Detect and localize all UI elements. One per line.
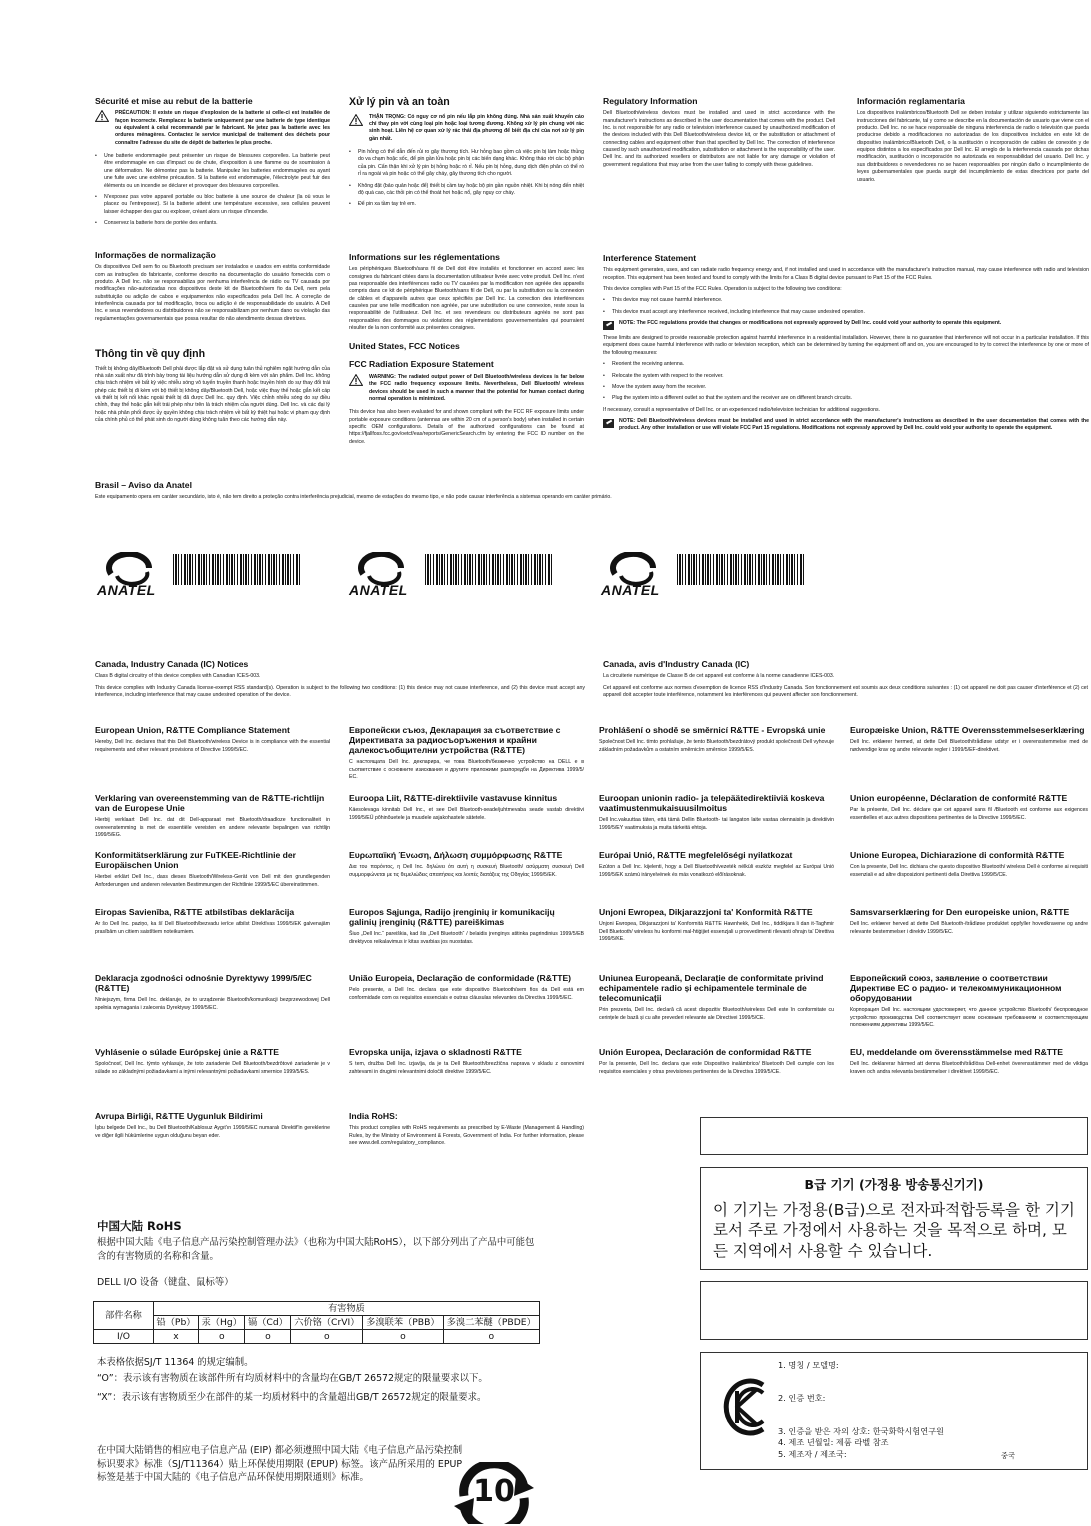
list-item: • Plug the system into a different outlet so that the system and the receiver are on different branch circuits. <box>603 395 1089 402</box>
note-icon <box>603 321 614 330</box>
rtte-title: Verklaring van overeenstemming van de R&TTE-richtlijn van de Europese Unie <box>95 793 325 814</box>
rtte-ru <box>850 973 1088 1030</box>
interference-measures <box>603 361 1089 403</box>
vi-regulatory-body: Thiết bị không dây/Bluetooth Dell phải được lắp đặt và sử dụng tuân thủ nghiêm ngặt hướng dẫn của nhà sản xuất như đã trình bày trong tài liệu hướng dẫn sử dụng đi kèm với sản phẩm. Dell Inc. không chịu trách nhiệm về bất kỳ việc nhiễu sóng vô tuyến truyền thanh hoặc truyền hình do sự thay đổi trái phép các thiết bị đi kèm với bộ thiết bị không dây/Bluetooth Dell, hoặc việc thay thế hoặc gắn kết cáp và thiết bị kết nối khác ngoài thiết bị đã được Dell Inc. quy định. Việc chỉnh nhiễu sóng do sự điều chỉnh, thay thế hoặc gắn kết trái phép như trên là trách nhiệm của người dùng. Dell Inc. và các đại lý hoặc nhà phân phối được ủy quyền không chịu trách nhiệm về bất kỳ thiệt hại hoặc vi phạm quy định của chính phủ có thể phát sinh do người dùng không tuân theo các hướng dẫn này. <box>95 365 330 424</box>
rtte-tr <box>95 1111 330 1140</box>
rtte-title: Европейский союз, заявление о соответствии Директиве ЕС о радио- и телекоммуникационном оборудовании <box>850 973 1062 1004</box>
rtte-body: С настоящата Dell Inc. декларира, че това Bluetooth/безжично устройство на DELL е в съответствие с основните изисквания и другите приложими разпоредби на Директива 1999/5/ЕС. <box>349 759 584 781</box>
rtte-title: Европейски съюз, Декларация за съответствие с Директивата за радиосъоръжения и крайни далекосъобщителни устройства (R&TTE) <box>349 725 561 756</box>
rtte-body: Dell Inc.vakuuttaa täten, että tämä Dellin Bluetooth- tai langaton laite vastaa olennaisiin ja direktiivin 1999/5/EY vaatimuksia ja muita tärkeitä ehtoja. <box>599 817 834 831</box>
rtte-es <box>599 1047 834 1076</box>
rtte-si <box>349 1047 584 1076</box>
es-regulatory-title: Información reglamentaria <box>857 96 965 106</box>
rtte-body: Šiuo „Dell Inc.“ pareiškia, kad šis „Dell Bluetooth“ / belaidis įrenginys atitinka pagrindinius 1999/5/EB direktyvos reikalavimus ir kitas svarbias jos nuostatas. <box>349 931 584 945</box>
rtte-title: Evropska unija, izjava o skladnosti R&TTE <box>349 1047 522 1057</box>
barcode <box>677 554 805 585</box>
rtte-body: Par la présente, Dell Inc. déclare que cet appareil sans fil /Bluetooth est conforme aux exigences essentielles et aux autres dispositions pertinentes de la Directive 1999/5/EC. <box>850 807 1088 821</box>
rtte-dk <box>850 725 1088 754</box>
rtte-fr <box>850 793 1088 822</box>
rtte-pl <box>95 973 330 1012</box>
table-cell: o <box>245 1330 291 1344</box>
blank-box <box>700 1117 1088 1155</box>
rtte-body: Prin prezenta, Dell Inc. declară că acest dispozitiv Bluetooth/wireless Dell este în conformitate cu cerințele de bază și cu alte prevederi relevante ale Directivei 1999/5/CE. <box>599 1007 834 1021</box>
fr-regulatory-body: Les périphériques Bluetooth/sans fil de Dell doit être installés et fonctionner en accord avec les consignes du fabricant citées dans la documentation utilisateur livrée avec votre produit. Dell Inc. n'est pas responsable des interférences radio ou TV causées par la modification non agréée des appareils compris dans ce kit de périphérique Bluetooth/sans fil de Dell, ou par la substitution ou la connexion de câbles et d'appareils autres que ceux spécifiés par Dell Inc. La correction des interférences causées par une telle modification non agréée, par une substitution ou une connexion, reste sous la responsabilité de l'utilisateur. Dell Inc. et ses revendeurs ou distributeurs agréés ne sont pas responsables des dommages ou violations des réglementations gouvernementales qui pourraient résulter de la non conformité aux présentes consignes. <box>349 266 584 332</box>
blank-box <box>700 1281 1088 1340</box>
rtte-body: Ar šo Dell Inc. paziņo, ka šī Dell Bluetooth/bezvadu ierīce atbilst Direktīvas 1999/5/EK galvenajām prasībām un citiem saistītiem noteikumiem. <box>95 921 330 935</box>
fcc-rf-title: FCC Radiation Exposure Statement <box>349 358 494 369</box>
pt-regulatory-body: Os dispositivos Dell sem fio ou Bluetooth precisam ser instalados e usados em estrita conformidade com as instruções do fabricante, conforme descrito na documentação do usuário fornecida com o produto. A Dell Inc. não se responsabiliza por nenhuma interferência de rádio ou TV causada por modificações não-autorizadas nos dispositivos deste kit de Bluetooth/sem fio da Dell, nem pela substituição ou adição de cabos e equipamentos não especificados pela Dell Inc. A correção de interferência causada por tal modificação, troca ou adição é de responsabilidade do usuário. A Dell Inc. e seus revendedores ou distribuidores não se responsabilizam por nenhum dano ou violação das regulamentações governamentais que possa resultar do não atendimento dessas diretrizes. <box>95 264 330 322</box>
rtte-cz <box>599 725 834 754</box>
list-item: • Relocate the system with respect to the receiver. <box>603 373 1089 380</box>
canada-fr-section <box>603 659 1088 699</box>
barcode <box>173 554 301 585</box>
brasil-section <box>95 480 1085 502</box>
rtte-title: Europæiske Union, R&TTE Overensstemmelseserklæring <box>850 725 1085 735</box>
table-cell: o <box>363 1330 443 1344</box>
vi-regulatory-section <box>95 348 330 425</box>
table-header: 多溴二苯醚（PBDE） <box>443 1316 539 1330</box>
rtte-body: Корпорация Dell Inc. настоящим удостоверяет, что данное устройство Bluetooth/ беспроводное устройство производства Dell соответствует всем основным требованиям и соответствующим положениям директивы 1999/5/EC. <box>850 1007 1088 1029</box>
table-header: 部件名称 <box>94 1302 154 1330</box>
rtte-body: Spoločnosť, Dell Inc. týmto vyhlasuje, že toto zariadenie Dell Bluetooth/bezdrôtové zariadenie je v súlade so základnými požiadavkami a inými relevantnými požiadavkami smernice 1999/5/ES. <box>95 1061 330 1075</box>
canada-en-p1: Class B digital circuitry of this device complies with Canadian ICES-003. <box>95 673 261 680</box>
rtte-eu <box>95 725 330 754</box>
anatel-mark <box>601 552 831 604</box>
rtte-lt <box>349 907 584 946</box>
rtte-nl <box>95 793 330 839</box>
china-rohs-title: 中国大陆 RoHS <box>97 1219 182 1233</box>
pt-regulatory-title: Informações de normalização <box>95 250 216 260</box>
kc-line: 5. 제조자 / 제조국: <box>778 1448 847 1459</box>
rtte-de <box>95 850 330 889</box>
brasil-body: Este equipamento opera em caráter secundário, isto é, não tem direito a proteção contra interferência prejudicial, mesmo de estações do mesmo tipo, e não pode causar interferência a sistemas operando em caráter primário. <box>95 494 612 501</box>
es-regulatory-body: Los dispositivos inalámbricos/Bluetooth Dell se deben instalar y utilizar siguiendo estrictamente las instrucciones del fabricante, tal y como se describe en la documentación de usuario que viene con el producto. Dell Inc. no se hace responsable de ninguna interferencia de radio o televisión que pueda producirse debido a modificaciones no autorizadas de los dispositivos incluidos en este kit de dispositivo inalámbrico/Bluetooth Dell, o la sustitución o incorporación de cables de conexión y de equipos distintos a los especificados por Dell Inc. El arreglo de la interferencia causada por dichas modificación, sustitución o incorporación no autorizada es responsabilidad del usuario. Dell Inc. y sus distribuidores o revendedores no se hacen responsables por ningún daño o incumplimiento de leyes gubernamentales que pueda surgir del incumplimiento de estas directrices por parte del usuario. <box>857 110 1089 183</box>
kc-cert-lines <box>778 1360 944 1460</box>
rtte-body: Pelo presente, a Dell Inc. declara que este dispositivo Bluetooth/sem fios da Dell está em conformidade com os requisitos essenciais e outras cláusulas relevantes da Directiva 1999/5/EC. <box>349 987 584 1001</box>
rtte-gr <box>349 850 584 879</box>
epup-number: 10 <box>473 1474 515 1509</box>
rtte-mt <box>599 907 834 943</box>
rtte-title: Unión Europea, Declaración de conformidad R&TTE <box>599 1047 812 1057</box>
note-icon <box>603 419 614 428</box>
rtte-body: S tem, družba Dell Inc. izjavlja, da je ta Dell Bluetooth/brezžična naprava v skladu z osnovnimi zahtevami in drugimi relevantnimi določili direktive 1999/5/EC. <box>349 1061 584 1075</box>
rtte-body: Dell Inc. erklærer hermed, at dette Dell Bluetooth/trådløse udstyr er i overensstemmelse med de nødvendige krav og andre relevante regler i 1999/5/EF-direktivet. <box>850 739 1088 753</box>
warning-icon <box>95 110 109 122</box>
canada-en-p2: This device complies with Industry Canada license-exempt RSS standard(s). Operation is subject to the following two conditions: (1) this device may not cause interference, and (2) this device must accept any interference, including interference that may cause undesired operation of the device. <box>95 684 585 698</box>
table-header: 多溴联苯（PBB） <box>363 1316 443 1330</box>
rtte-title: India RoHS: <box>349 1111 398 1121</box>
vi-battery-warning: THẬN TRỌNG: Có nguy cơ nổ pin nếu lắp pin không đúng. Nhà sản xuất khuyến cáo chỉ thay pin với cùng loại pin hoặc loại tương đương. Không xử lý pin chung với rác sinh hoạt. Liên hệ cơ quan xử lý rác thải địa phương để biết địa chỉ của nơi xử lý pin gần nhất. <box>369 113 584 142</box>
fr-regulatory-section <box>349 252 584 446</box>
list-item: • Conservez la batterie hors de portée des enfants. <box>95 220 330 227</box>
rtte-title: União Europeia, Declaração de conformidade (R&TTE) <box>349 973 572 983</box>
korea-class-b-box <box>700 1167 1088 1270</box>
canada-fr-p1: La circuiterie numérique de Classe B de cet appareil est conforme à la norme canadienne ICES-003. <box>603 673 835 680</box>
vi-regulatory-title: Thông tin về quy định <box>95 348 206 360</box>
china-epup-text <box>97 1444 465 1485</box>
rtte-se <box>850 1047 1088 1076</box>
rtte-lv <box>95 907 330 936</box>
rtte-title: Európai Unió, R&TTE megfelelőségi nyilatkozat <box>599 850 793 860</box>
interference-section <box>603 253 1089 438</box>
china-epup-body: 在中国大陆销售的相应电子信息产品 (EIP) 都必须遵照中国大陆《电子信息产品污染控制标识要求》标准（SJ/T11364）贴上环保使用期限 (EPUP) 标签。该产品所采用的 EPUP 标签是基于中国大陆的《电子信息产品环保使用期限通则》标准。 <box>97 1445 463 1484</box>
list-item: • Để pin xa tầm tay trẻ em. <box>349 201 584 208</box>
epup-10-logo <box>450 1462 538 1524</box>
china-rohs-device: DELL I/O 设备（键盘、鼠标等） <box>97 1277 234 1289</box>
interference-conditions <box>603 297 1089 316</box>
rtte-title: Euroopa Liit, R&TTE-direktiivile vastavuse kinnitus <box>349 793 558 803</box>
warning-icon <box>349 374 363 386</box>
fcc-body: This device has also been evaluated for and shown compliant with the FCC RF exposure limits under portable exposure conditions (antennas are within 20 cm of a person's body) when installed in certain specific OEM configurations. Details of the authorized configurations can be found at https://fjallfoss.fcc.gov/oetcf/eas/reports/GenericSearch.cfm by entering the FCC ID number on the device. <box>349 409 584 445</box>
rtte-title: Konformitätserklärung zur FuTKEE-Richtlinie der Europäischen Union <box>95 850 297 871</box>
anatel-logo-text: ANATEL <box>601 582 660 598</box>
fr-battery-warning: PRÉCAUTION: Il existe un risque d'explosion de la batterie si celle-ci est installée de façon incorrecte. Remplacez la batterie uniquement par une batterie de type identique ou équivalent à celui recommandé par le fabricant. Ne jetez pas la batterie avec les ordures ménagères. Contactez le service municipal de traitement des déchets pour connaître l'adresse du site de dépôt de batteries le plus proche. <box>115 110 330 146</box>
table-cell: o <box>443 1330 539 1344</box>
fcc-notices-title: United States, FCC Notices <box>349 340 460 351</box>
brasil-title: Brasil – Aviso da Anatel <box>95 480 192 490</box>
rtte-hu <box>599 850 834 879</box>
rtte-body: Ezúton a Dell Inc. kijelenti, hogy a Dell Bluetooth/vezeték nélküli eszköz megfelel az Európai Unió 1999/5/EK számú irányelvének és más vonatkozó előírásoknak. <box>599 864 834 878</box>
rtte-title: Europos Sąjunga, Radijo įrenginių ir komunikacijų galinių įrenginių (R&TTE) pareiškimas <box>349 907 555 928</box>
fr-regulatory-title: Informations sur les réglementations <box>349 252 500 262</box>
list-item: • Pin hỏng có thể dẫn đến rủi ro gây thương tích. Hư hỏng bao gồm cả việc pin bị làm hoặc thủng do va chạm hoặc sốc, để pin gần lửa hoặc pin bị các biến dạng khác. Không tháo rời các bộ phận của pin. Cẩn thận khi xử lý pin bị hỏng hoặc rò rỉ. Nếu pin bị hỏng, dung dịch điện phân có thể rò rỉ ra ngoài và pin hoặc có thể gây cháy, gây thương tích cho người. <box>349 149 584 179</box>
table-row <box>94 1330 540 1344</box>
interference-title: Interference Statement <box>603 253 697 263</box>
list-item: • This device may not cause harmful interference. <box>603 297 1089 304</box>
anatel-mark <box>97 552 327 604</box>
table-cell: o <box>199 1330 245 1344</box>
list-item: • Une batterie endommagée peut présenter un risque de blessures corporelles. La batterie peut être endommagée en cas d'impact ou de chute, d'exposition à une flamme ou de soumission à une déformation. Ne démontez pas la batterie. Manipulez les batteries endommagées ou ayant une fuite avec une extrême précaution. Si la batterie est endommagée, l'électrolyte peut fuir des éléments ou un incendie se déclarer et provoquer des blessures corporelles. <box>95 153 330 190</box>
en-regulatory-body: Dell Bluetooth/wireless devices must be installed and used in strict accordance with the manufacturer's instructions as described in the user documentation that comes with the product. Dell Inc. is not responsible for any radio or television interference caused by unauthorized modification of the devices included with this Dell Bluetooth/wireless device kit, or the substitution or attachment of connecting cables and equipment other than that specified by Dell Inc. The correction of interference caused by such unauthorized modification, substitution or attachment is the responsibility of the user. Dell Inc. and its authorized resellers or distributors are not liable for any damage or violation of government regulations that may arise from the user failing to comply with these guidelines. <box>603 110 835 168</box>
rtte-body: Unjoni Ewropea, Dikjarazzjoni ta' Konformità R&TTE Hawnhekk, Dell Inc., tiddikjara li dan it-Tagħmir Dell Bluetooth/ wireless hu konformi mal-ħtiġijiet essenzjali u provvedimenti rilevanti oħrajn ta' Direttiva 1999/5/KE. <box>599 921 834 942</box>
rtte-title: Eiropas Savienība, R&TTE atbilstības deklarācija <box>95 907 295 917</box>
canada-fr-title: Canada, avis d'Industry Canada (IC) <box>603 659 750 669</box>
rtte-title: Uniunea Europeană, Declarație de conformitate privind echipamentele radio și echipamentele terminale de telecomunicații <box>599 973 824 1004</box>
en-regulatory-section <box>603 96 835 169</box>
table-header: 六价铬（CrVI） <box>291 1316 363 1330</box>
rtte-body: Dell Inc. erklærer herved at dette Dell Bluetooth-/trådløse produktet oppfyller hovedkravene og andre relevante bestemmelser i direktiv 1999/5/EC. <box>850 921 1088 935</box>
kc-line: 4. 제조 년월일: 제품 라벨 참조 <box>778 1437 889 1448</box>
table-cell: I/O <box>94 1330 154 1344</box>
table-header: 铅（Pb） <box>154 1316 199 1330</box>
es-regulatory-section <box>857 96 1089 184</box>
fcc-warning: WARNING: The radiated output power of Dell Bluetooth/wireless devices is far below the FCC radio frequency exposure limits. Nevertheless, Dell Bluetooth/ wireless devices should be used in such a manner that the potential for human contact during normal operation is minimized. <box>369 373 584 402</box>
china-rohs-notes <box>97 1356 537 1405</box>
pt-regulatory-section <box>95 250 330 323</box>
anatel-logo-text: ANATEL <box>97 582 156 598</box>
korea-class-title: B급 기기 (가정용 방송통신기기) <box>804 1177 984 1192</box>
anatel-logo-text: ANATEL <box>349 582 408 598</box>
kc-line: 3. 인증을 받은 자의 상호: 한국화학시험연구원 <box>778 1425 944 1436</box>
rtte-bg <box>349 725 584 782</box>
hazard-table <box>93 1301 540 1344</box>
rtte-title: Prohlášení o shodě se směrnicí R&TTE - Evropská unie <box>599 725 826 735</box>
rtte-title: Ευρωπαϊκή Ένωση, Δήλωση συμμόρφωσης R&TTE <box>349 850 563 860</box>
rtte-body: Hierbij verklaart Dell Inc. dat dit Dell-apparaat met Bluetooth/draadloze functionaliteit in overeenstemming is met de essentiële vereisten en andere relevante bepalingen van richtlijn 1999/5/EG. <box>95 817 330 839</box>
rtte-body: İşbu belgede Dell Inc., bu Dell Bluetooth/Kablosuz Aygıt'ın 1999/5/EC numaralı Direktif'in gereklerine ve diğer ilgili hükümlerine uygun olduğunu beyan eder. <box>95 1125 330 1139</box>
list-item: • N'exposez pas votre appareil portable ou bloc batterie à une source de chaleur (la où vous le placez ou l'entreposez). Si la batterie atteint une température excessive, ses cellules peuvent laisser échapper des gaz ou exploser, créant alors un risque d'incendie. <box>95 194 330 216</box>
rtte-title: Union européenne, Déclaration de conformité R&TTE <box>850 793 1068 803</box>
rtte-title: Unione Europea, Dichiarazione di conformità R&TTE <box>850 850 1065 860</box>
rtte-fi <box>599 793 834 832</box>
rtte-body: Käesolevaga kinnitab Dell Inc., et see Dell Bluetooth-seade/juhtmevaba seade vastab direktiivi 1999/5/EÜ põhinõuetele ja muudele asjakohastele sätetele. <box>349 807 584 821</box>
rtte-title: Deklaracja zgodności odnośnie Dyrektywy 1999/5/EC (R&TTE) <box>95 973 312 994</box>
table-header: 镉（Cd） <box>245 1316 291 1330</box>
rtte-body: Společnost Dell Inc. tímto prohlašuje, že tento Bluetooth/bezdrátový produkt společnosti Dell vyhovuje základním požadavkům a ostatním směrnicím směrnice 1999/5/ES. <box>599 739 834 753</box>
china-rohs-intro: 根据中国大陆《电子信息产品污染控制管理办法》（也称为中国大陆RoHS），以下部分列出了产品中可能包含的有害物质的名称和含量。 <box>97 1237 535 1262</box>
rtte-pt <box>349 973 584 1002</box>
warning-icon <box>349 114 363 126</box>
india-rohs <box>349 1111 584 1147</box>
china-rohs-section <box>97 1218 537 1290</box>
china-rohs-note: “X”：表示该有害物质至少在部件的某一均质材料中的含量超出GB/T 26572规定的限量要求。 <box>97 1392 487 1404</box>
fr-battery-title: Sécurité et mise au rebut de la batterie <box>95 96 253 106</box>
canada-fr-p2: Cet appareil est conforme aux normes d'exemption de licence RSS d'Industry Canada. Son fonctionnement est soumis aux deux conditions suivantes : (1) cet appareil ne doit pas causer d'interférence et (2) cet appareil doit accepter toute interférence, notamment les interférences qui peuvent affecter son fonctionnement. <box>603 684 1088 698</box>
rtte-title: Samsvarserklæring for Den europeiske union, R&TTE <box>850 907 1070 917</box>
en-regulatory-title: Regulatory Information <box>603 96 698 106</box>
china-rohs-note: 本表格依据SJ/T 11364 的规定编制。 <box>97 1357 254 1368</box>
china-rohs-note: “O”：表示该有害物质在该部件所有均质材料中的含量均在GB/T 26572规定的限量要求以下。 <box>97 1372 488 1384</box>
rtte-no <box>850 907 1088 936</box>
fr-battery-list <box>95 153 330 227</box>
rtte-body: Con la presente, Dell Inc. dichiara che questo dispositivo Bluetooth/ wireless Dell è conforme ai requisiti essenziali e ad altre disposizioni pertinenti della Direttiva 1999/5/CE. <box>850 864 1088 878</box>
rtte-body: Por la presente, Dell Inc. declara que este Dispositivo inalámbrico/ Bluetooth Dell cumple con los requisitos esenciales y otras previsiones pertinentes de la Directiva 1999/5/CE. <box>599 1061 834 1075</box>
canada-en-title: Canada, Industry Canada (IC) Notices <box>95 659 249 669</box>
interference-p2: This device complies with Part 15 of the FCC Rules. Operation is subject to the following two conditions: <box>603 285 842 292</box>
table-cell: o <box>291 1330 363 1344</box>
rtte-it <box>850 850 1088 879</box>
rtte-ee <box>349 793 584 822</box>
kc-mark-icon <box>723 1377 773 1437</box>
interference-p4: If necessary, consult a representative of Dell Inc. or an experienced radio/television technician for additional suggestions. <box>603 406 881 413</box>
anatel-mark <box>349 552 579 604</box>
list-item: • Không đặt (bảo quản hoặc để) thiết bị cầm tay hoặc bộ pin gần nguồn nhiệt. Khi bị nóng đến nhiệt độ quá cao, các thỏi pin có thể thoát hơi hoặc nổ, gây nguy cơ cháy. <box>349 183 584 198</box>
korea-class-body: 이 기기는 가정용(B급)으로 전자파적합등록을 한 기기로서 주로 가정에서 사용하는 것을 목적으로 하며, 모든 지역에서 사용할 수 있습니다. <box>713 1201 1075 1260</box>
vi-battery-list <box>349 149 584 209</box>
rtte-body: Dell Inc. deklarerar härmed att denna Bluetooth/trådlösa Dell-enhet överensstämmer med de viktiga kraven och andra relevanta bestämmelser i direktivet 1999/5/EC. <box>850 1061 1088 1075</box>
table-cell: x <box>154 1330 199 1344</box>
interference-note1: NOTE: The FCC regulations provide that changes or modifications not expressly approved by Dell Inc. could void your authority to operate this equipment. <box>619 320 1002 327</box>
interference-note2: NOTE: Dell Bluetooth/wireless devices must be installed and used in strict accordance with the manufacturer's instructions as described in the user documentation that comes with the product. Any other installation or use will violate FCC Part 15 regulations. Modifications not expressly approved by Dell Inc. could void your authority to operate the equipment. <box>619 418 1089 432</box>
kc-country: 중국 <box>1001 1451 1015 1460</box>
rtte-title: Avrupa Birliği, R&TTE Uygunluk Bildirimi <box>95 1111 263 1121</box>
kc-line: 2. 인증 번호: <box>778 1393 826 1404</box>
rtte-sk <box>95 1047 330 1076</box>
list-item: • Move the system away from the receiver. <box>603 384 1089 391</box>
vi-battery-title: Xử lý pin và an toàn <box>349 96 450 108</box>
interference-p1: This equipment generates, uses, and can radiate radio frequency energy and, if not installed and used in accordance with the manufacturer's instruction manual, may cause interference with radio and television reception. This equipment has been tested and found to comply with the limits for a Class B digital device pursuant to Part 15 of the FCC Rules. <box>603 267 1089 281</box>
rtte-title: European Union, R&TTE Compliance Statement <box>95 725 290 735</box>
kc-line: 1. 명칭 / 모델명: <box>778 1360 839 1370</box>
rtte-title: Unjoni Ewropea, Dikjarazzjoni ta' Konformità R&TTE <box>599 907 813 917</box>
rtte-title: Euroopan unionin radio- ja telepäätedirektiiviä koskeva vaatimustenmukaisuusilmoitus <box>599 793 825 814</box>
rtte-body: Δια του παρόντος, η Dell Inc. δηλώνει ότι αυτή η συσκευή Bluetooth/ ασύρματη συσκευή Dell συμμορφώνεται με τις θεμελιώδεις απαιτήσεις και λοιπές διατάξεις της Οδηγίας 1999/5/ΕΚ. <box>349 864 584 878</box>
rtte-body: Hierbei erklärt Dell Inc., dass dieses Bluetooth/Wireless-Gerät von Dell mit den grundlegenden Anforderungen und anderen relevanten Bestimmungen der Richtlinie 1999/5/EC übereinstimmen. <box>95 874 330 888</box>
kc-cert-box <box>700 1352 1088 1470</box>
list-item: • This device must accept any interference received, including interference that may cause undesired operation. <box>603 309 1089 316</box>
table-header: 有害物质 <box>154 1302 540 1316</box>
table-header: 汞（Hg） <box>199 1316 245 1330</box>
canada-en-section <box>95 659 585 699</box>
rtte-body: Niniejszym, firma Dell Inc. deklaruje, że to urządzenie Bluetooth/komunikacji bezprzewodowej Dell spełnia wymagania i zalecenia Dyrektywy 1999/5/EC. <box>95 997 330 1011</box>
vi-battery-section <box>349 96 584 213</box>
rtte-ro <box>599 973 834 1022</box>
barcode <box>425 554 553 585</box>
rtte-body: This product complies with RoHS requirements as prescribed by E-Waste (Management & Handling) Rules, by the Ministry of Environment & Forests, Government of India. For further information, please see www.dell.com/regulatory_compliance. <box>349 1125 584 1146</box>
rtte-body: Hereby, Dell Inc. declares that this Dell Bluetooth/wireless Device is in compliance with the essential requirements and other relevant provisions of Directive 1999/5/EC. <box>95 739 330 753</box>
interference-p3: These limits are designed to provide reasonable protection against harmful interference in a residential installation. However, there is no guarantee that interference will not occur in a particular installation. If this equipment does cause harmful interference with radio or television reception, which can be determined by turning the equipment off and on, you are encouraged to try to correct the interference by one or more of the following measures: <box>603 335 1089 356</box>
rtte-title: Vyhlásenie o súlade Európskej únie a R&TTE <box>95 1047 280 1057</box>
rtte-title: EU, meddelande om överensstämmelse med R&TTE <box>850 1047 1064 1057</box>
fr-battery-section <box>95 96 330 231</box>
list-item: • Reorient the receiving antenna. <box>603 361 1089 368</box>
